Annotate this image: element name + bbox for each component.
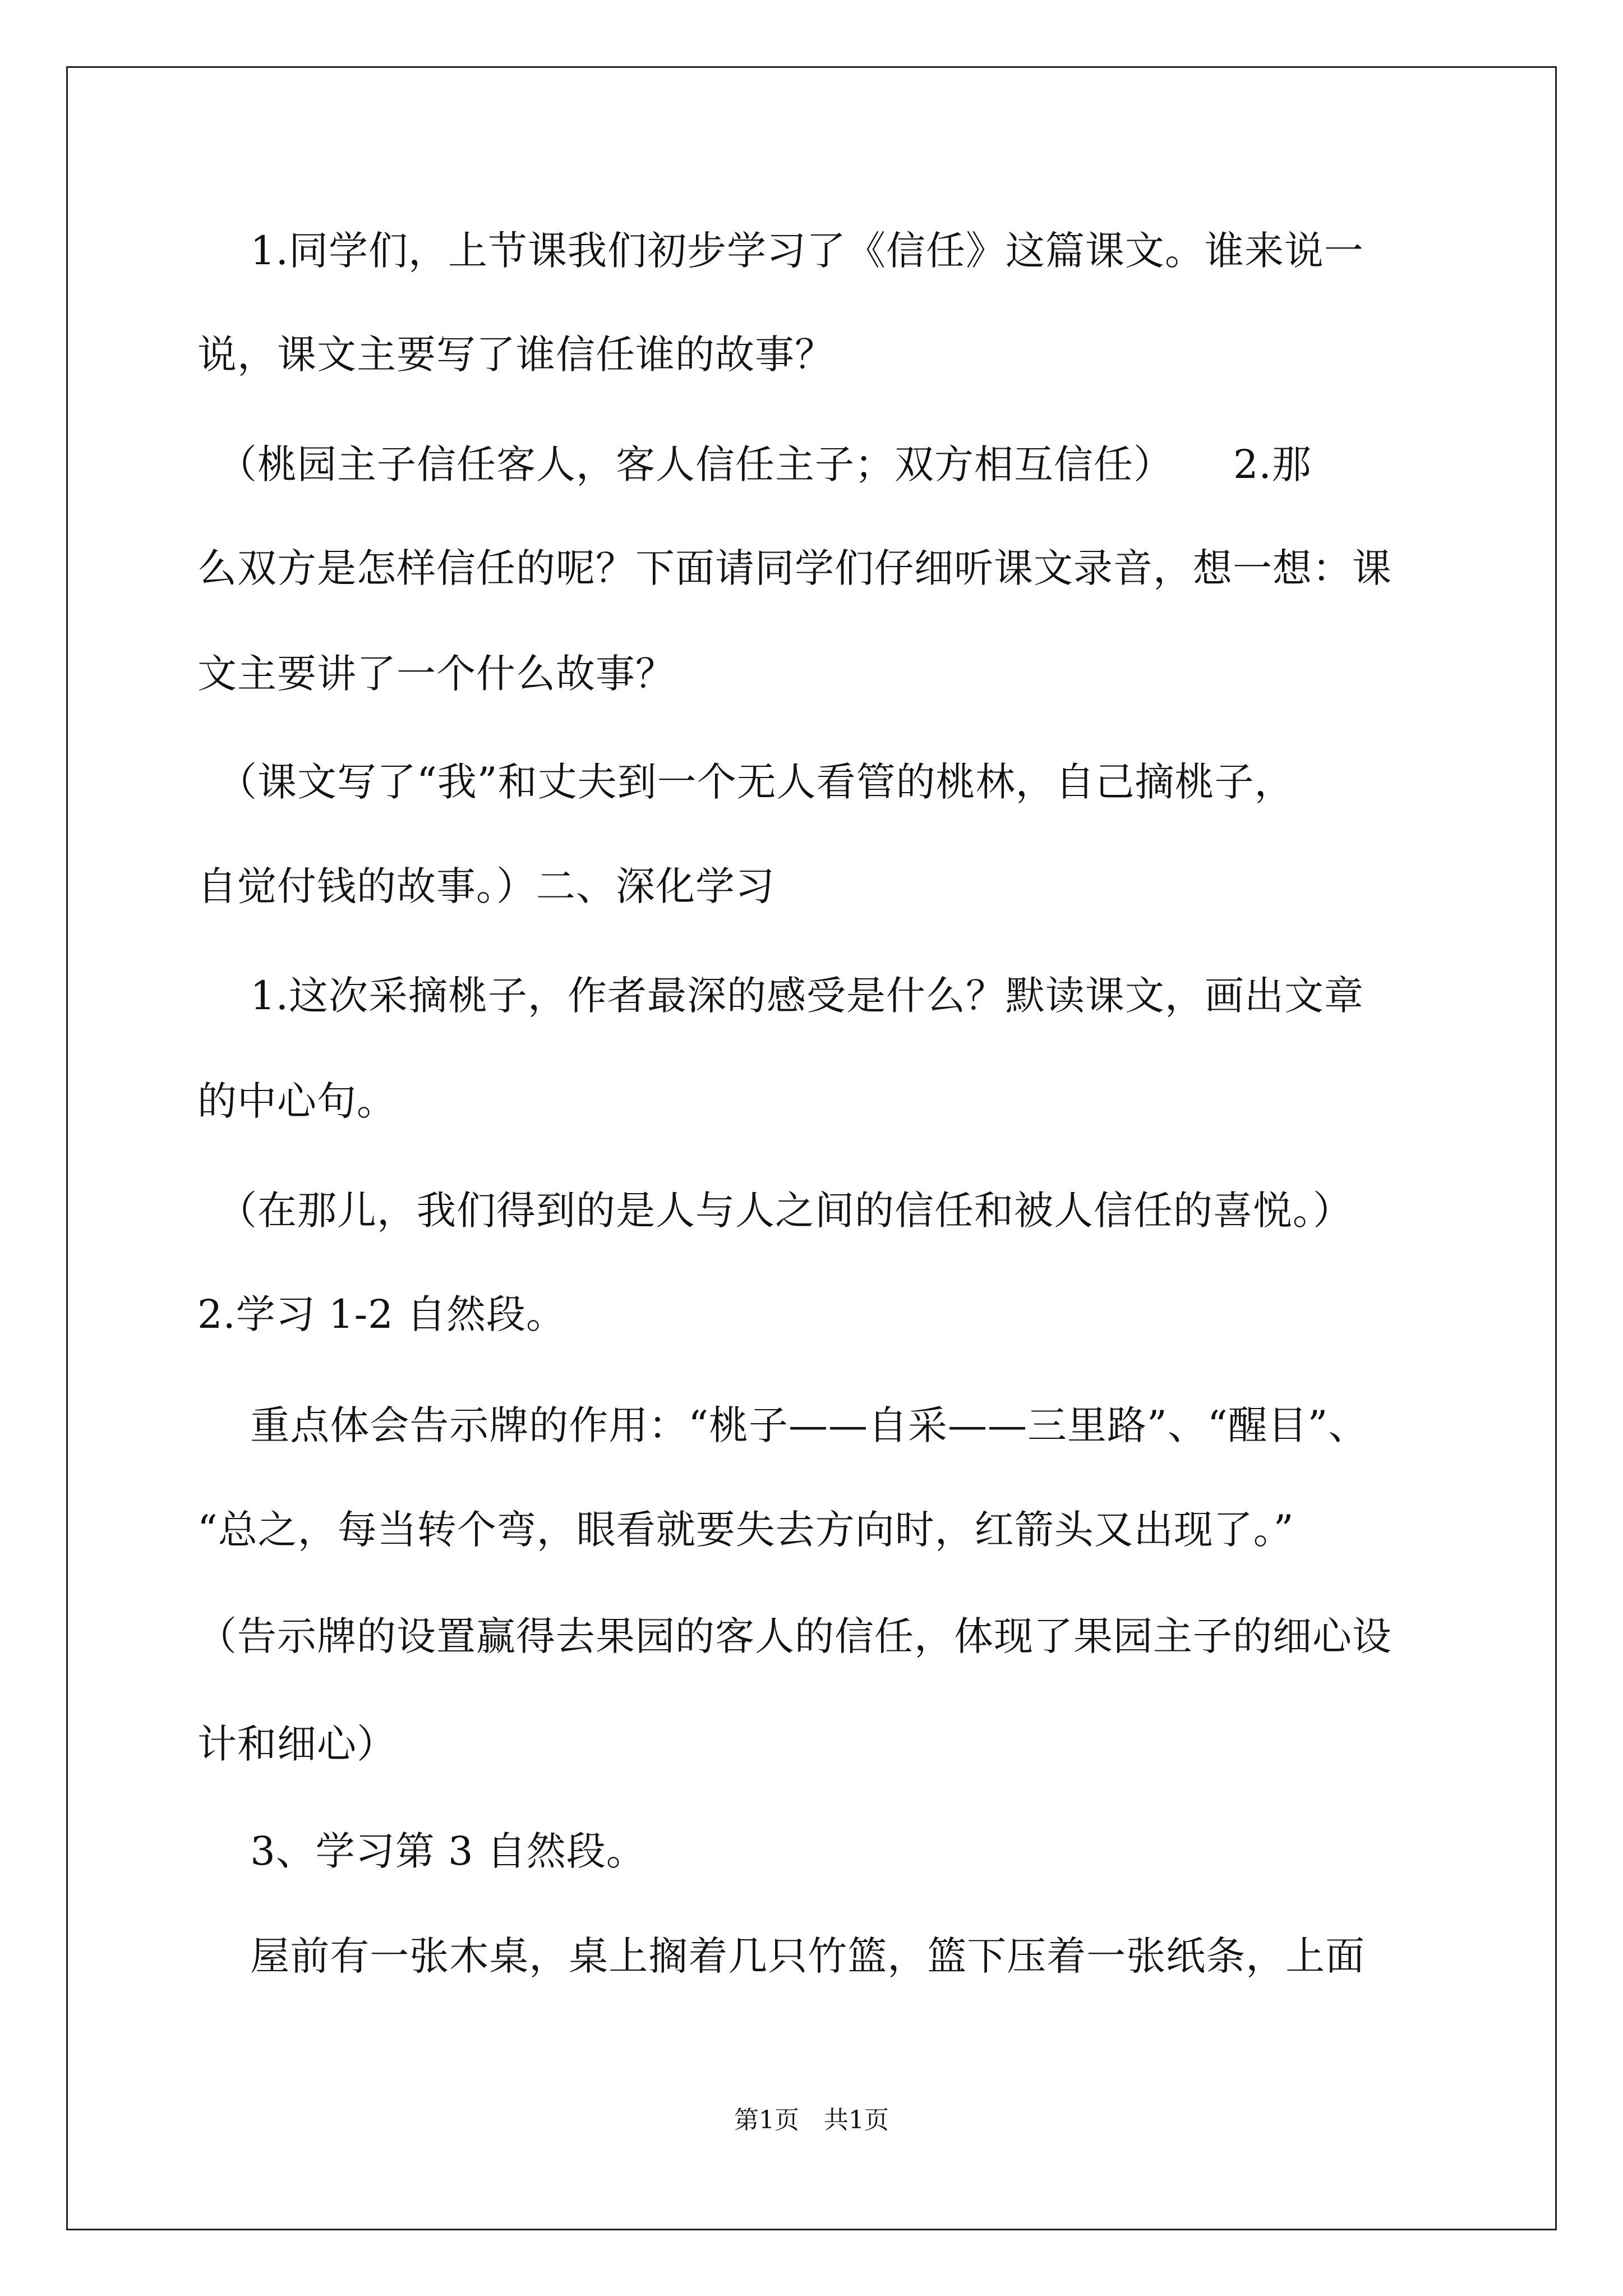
text-line: 说，课文主要写了谁信任谁的故事？ <box>197 332 834 378</box>
text-line: 2.学习 1-2 自然段。 <box>197 1291 566 1337</box>
text-line: （告示牌的设置赢得去果园的客人的信任，体现了果园主子的细心设 <box>197 1613 1392 1659</box>
page-border <box>66 66 1557 2230</box>
text-line: 的中心句。 <box>197 1078 396 1124</box>
text-line: 计和细心） <box>197 1721 396 1767</box>
text-line: 3、学习第 3 自然段。 <box>197 1828 646 1874</box>
text-line: 重点体会告示牌的作用：“桃子——自采——三里路”、“醒目”、 <box>197 1402 1368 1448</box>
text-line: 屋前有一张木桌，桌上搁着几只竹篮，篮下压着一张纸条，上面 <box>197 1933 1366 1979</box>
text-line: 1.同学们，上节课我们初步学习了《信任》这篇课文。谁来说一 <box>197 228 1364 274</box>
text-line: “总之，每当转个弯，眼看就要失去方向时，红箭头又出现了。” <box>197 1507 1294 1553</box>
text-line: （桃园主子信任客人，客人信任主子；双方相互信任） 2.那 <box>197 441 1312 487</box>
text-line: （课文写了“我”和丈夫到一个无人看管的桃林，自己摘桃子， <box>197 759 1294 805</box>
page-footer: 第1页 共1页 <box>734 2106 889 2134</box>
text-line: （在那儿，我们得到的是人与人之间的信任和被人信任的喜悦。） <box>197 1188 1353 1234</box>
text-line: 自觉付钱的故事。）二、深化学习 <box>197 863 775 909</box>
text-line: 么双方是怎样信任的呢？下面请同学们仔细听课文录音，想一想：课 <box>197 545 1392 591</box>
text-line: 文主要讲了一个什么故事？ <box>197 651 675 697</box>
text-line: 1.这次采摘桃子，作者最深的感受是什么？默读课文，画出文章 <box>197 973 1364 1019</box>
